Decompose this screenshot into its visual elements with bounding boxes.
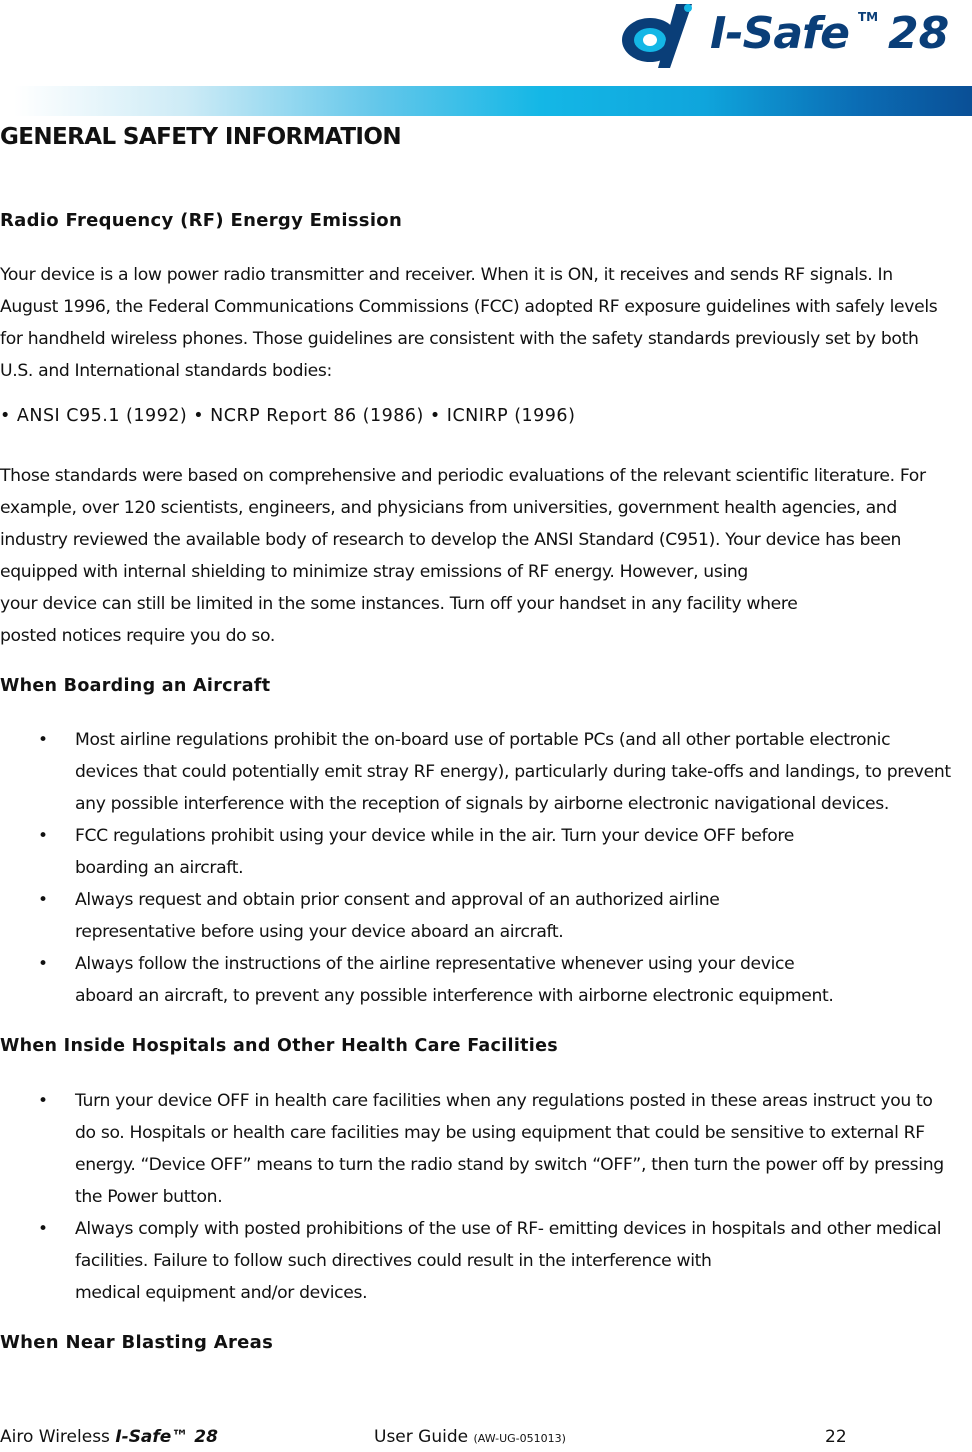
bullet-line: aboard an aircraft, to prevent any possible interference with airborne electronic equipment.	[75, 986, 834, 1006]
bullet-line: the Power button.	[75, 1187, 223, 1207]
footer-guide-label: User Guide	[374, 1427, 469, 1447]
footer-guide	[374, 1427, 566, 1447]
bullet-line: energy. “Device OFF” means to turn the radio stand by switch “OFF”, then turn the power off by pressing	[75, 1155, 944, 1175]
bullet-line: any possible interference with the reception of signals by airborne electronic navigational devices.	[75, 794, 890, 814]
paragraph-line: industry reviewed the available body of research to develop the ANSI Standard (C951). Your device has been	[0, 530, 902, 550]
blasting-heading: When Near Blasting Areas	[0, 1332, 274, 1353]
logo-trademark: TM	[858, 10, 879, 24]
paragraph-line: August 1996, the Federal Communications Commissions (FCC) adopted RF exposure guidelines with safely levels	[0, 297, 938, 317]
bullet-line: Always request and obtain prior consent and approval of an authorized airline	[75, 890, 720, 910]
list-item	[0, 884, 972, 948]
bullet-line: Always follow the instructions of the airline representative whenever using your device	[75, 954, 795, 974]
bullet-icon: •	[38, 1219, 48, 1239]
bullet-icon: •	[38, 826, 48, 846]
bullet-line: do so. Hospitals or health care facilities may be using equipment that could be sensitive to external RF	[75, 1123, 925, 1143]
paragraph-line: U.S. and International standards bodies:	[0, 361, 332, 381]
list-item	[0, 1213, 972, 1309]
rf-intro-paragraph	[0, 259, 972, 387]
paragraph-line: equipped with internal shielding to minimize stray emissions of RF energy. However, using	[0, 562, 748, 582]
aircraft-heading: When Boarding an Aircraft	[0, 676, 271, 696]
aircraft-bullet-list	[0, 724, 972, 1012]
paragraph-line: for handheld wireless phones. Those guidelines are consistent with the safety standards previously set by both	[0, 329, 919, 349]
hospitals-heading: When Inside Hospitals and Other Health Care Facilities	[0, 1036, 558, 1056]
rf-heading: Radio Frequency (RF) Energy Emission	[0, 210, 403, 231]
bullet-line: devices that could potentially emit stray RF energy), particularly during take-offs and landings, to prevent	[75, 762, 951, 782]
standards-list: • ANSI C95.1 (1992) • NCRP Report 86 (1986) • ICNIRP (1996)	[0, 406, 576, 426]
bullet-line: facilities. Failure to follow such directives could result in the interference with	[75, 1251, 712, 1271]
list-item	[0, 1085, 972, 1213]
paragraph-line: Your device is a low power radio transmitter and receiver. When it is ON, it receives and sends RF signals. In	[0, 265, 893, 285]
hospitals-bullet-list	[0, 1085, 972, 1309]
footer-doc-code: (AW-UG-051013)	[473, 1432, 566, 1445]
bullet-icon: •	[38, 1091, 48, 1111]
bullet-line: FCC regulations prohibit using your device while in the air. Turn your device OFF before	[75, 826, 794, 846]
paragraph-line: your device can still be limited in the some instances. Turn off your handset in any facility where	[0, 594, 798, 614]
bullet-line: medical equipment and/or devices.	[75, 1283, 368, 1303]
footer-company: Airo Wireless	[0, 1427, 110, 1447]
footer-product: I-Safe™ 28	[115, 1427, 218, 1447]
bullet-line: boarding an aircraft.	[75, 858, 244, 878]
paragraph-line: example, over 120 scientists, engineers, and physicians from universities, government health agencies, and	[0, 498, 897, 518]
rf-body-paragraph	[0, 460, 972, 652]
list-item	[0, 820, 972, 884]
bullet-line: representative before using your device aboard an aircraft.	[75, 922, 564, 942]
bullet-line: Always comply with posted prohibitions of the use of RF- emitting devices in hospitals and other medical	[75, 1219, 942, 1239]
logo-text: I-Safe	[710, 8, 849, 59]
page-number: 22	[825, 1427, 847, 1447]
page-title: GENERAL SAFETY INFORMATION	[0, 124, 401, 150]
i-safe-logo	[618, 2, 963, 68]
list-item	[0, 948, 972, 1012]
bullet-icon: •	[38, 954, 48, 974]
logo-number: 28	[888, 8, 950, 59]
list-item	[0, 724, 972, 820]
paragraph-line: posted notices require you do so.	[0, 626, 276, 646]
footer-brand	[0, 1427, 218, 1447]
paragraph-line: Those standards were based on comprehensive and periodic evaluations of the relevant scientific literature. For	[0, 466, 926, 486]
bullet-icon: •	[38, 730, 48, 750]
bullet-icon: •	[38, 890, 48, 910]
header-banner	[14, 86, 972, 116]
logo-mark-icon	[618, 2, 698, 68]
bullet-line: Turn your device OFF in health care facilities when any regulations posted in these areas instruct you to	[75, 1091, 933, 1111]
bullet-line: Most airline regulations prohibit the on-board use of portable PCs (and all other portable electronic	[75, 730, 891, 750]
